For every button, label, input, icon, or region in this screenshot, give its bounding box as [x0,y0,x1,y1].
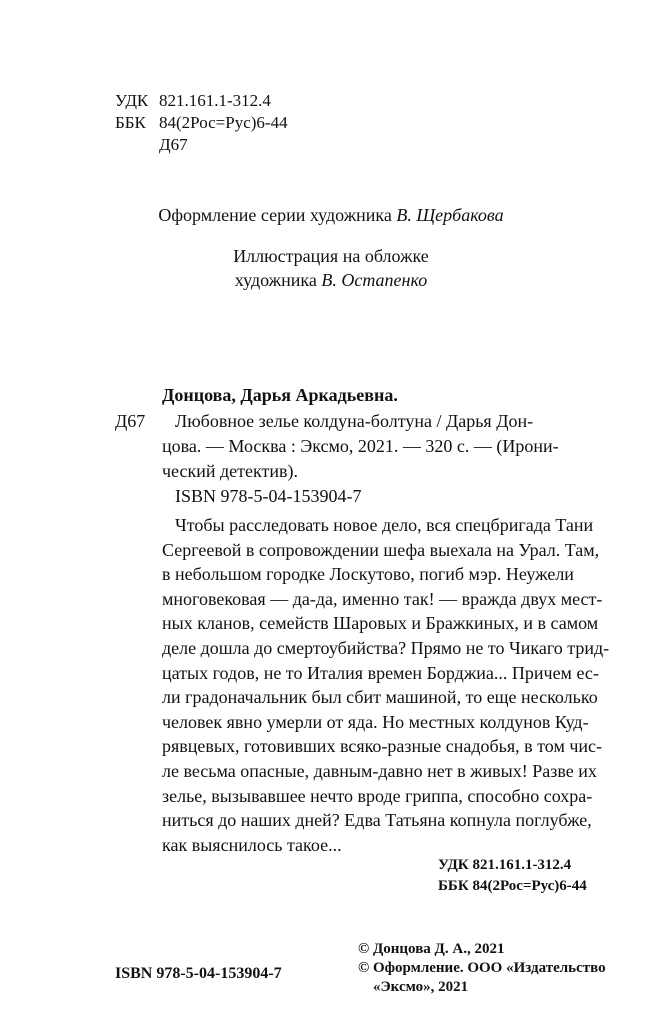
series-design-credit: Оформление серии художника В. Щербакова [158,205,504,225]
catalog-mark: Д67 [115,411,146,431]
copyright-design-line-1: © Оформление. ООО «Издательство [358,960,606,976]
annotation-line: ле весьма опасные, давным-давно нет в живых! Разве их [162,761,597,781]
copyright-author: © Донцова Д. А., 2021 [358,941,505,957]
author-mark-row [115,134,288,156]
catalog-entry-line-2: цова. — Москва : Эксмо, 2021. — 320 с. — (Ирони- [162,436,559,456]
annotation-line: ных кланов, семейств Шаровых и Бражкиных, и в самом [162,613,599,634]
author-mark: Д67 [159,135,188,154]
annotation-line: многовековая — да-да, именно так! — вражда двух мест- [162,588,603,609]
bbk-value: 84(2Рос=Рус)6-44 [159,113,288,132]
annotation-line: в небольшом городке Лоскутово, погиб мэр. Неужели [162,564,574,585]
bbk-row [115,112,288,134]
catalog-entry-line-1: Любовное зелье колдуна-болтуна / Дарья Дон- [175,411,534,431]
udk-row [115,90,288,112]
annotation-line: зелье, вызывавшее нечто вроде гриппа, способно сохра- [162,785,593,806]
classification-block [115,90,288,156]
bbk-label: ББК [115,113,146,132]
catalog-isbn: ISBN 978-5-04-153904-7 [175,486,362,506]
annotation-line: Сергеевой в сопровождении шефа выехала на Урал. Там, [162,539,600,560]
udk-label: УДК [115,91,149,110]
annotation-line: ли градоначальник был сбит машиной, то еще несколько [162,687,598,708]
annotation-line: деле дошла до смертоубийства? Прямо не то Чикаго трид- [162,638,610,658]
annotation-line: Чтобы расследовать новое дело, вся спецбригада Тани [175,515,594,535]
bbk-code: ББК 84(2Рос=Рус)6-44 [438,878,587,894]
annotation-line: цатых годов, не то Италия времен Борджиа... Причем ес- [162,662,599,683]
copyright-design-line-2: «Эксмо», 2021 [373,979,469,995]
annotation-line: ниться до наших дней? Едва Татьяна копнула поглубже, [162,810,592,831]
udk-value: 821.161.1-312.4 [159,91,271,110]
series-design-artist: В. Щербакова [396,205,504,225]
annotation-line: человек явно умерли от яда. Но местных колдунов Куд- [162,711,589,732]
catalog-author-heading: Донцова, Дарья Аркадьевна. [162,385,398,405]
footer-isbn: ISBN 978-5-04-153904-7 [115,965,282,982]
catalog-entry-line-3: ческий детектив). [162,461,298,481]
cover-illustration-artist: В. Остапенко [321,270,428,290]
cover-illustration-credit: Иллюстрация на обложке художника В. Остапенко [233,246,429,290]
udk-code: УДК 821.161.1-312.4 [438,857,572,873]
annotation-line: рявцевых, готовивших всяко-разные снадобья, в том чис- [162,736,603,757]
annotation-line: как выяснилось такое... [162,834,342,855]
